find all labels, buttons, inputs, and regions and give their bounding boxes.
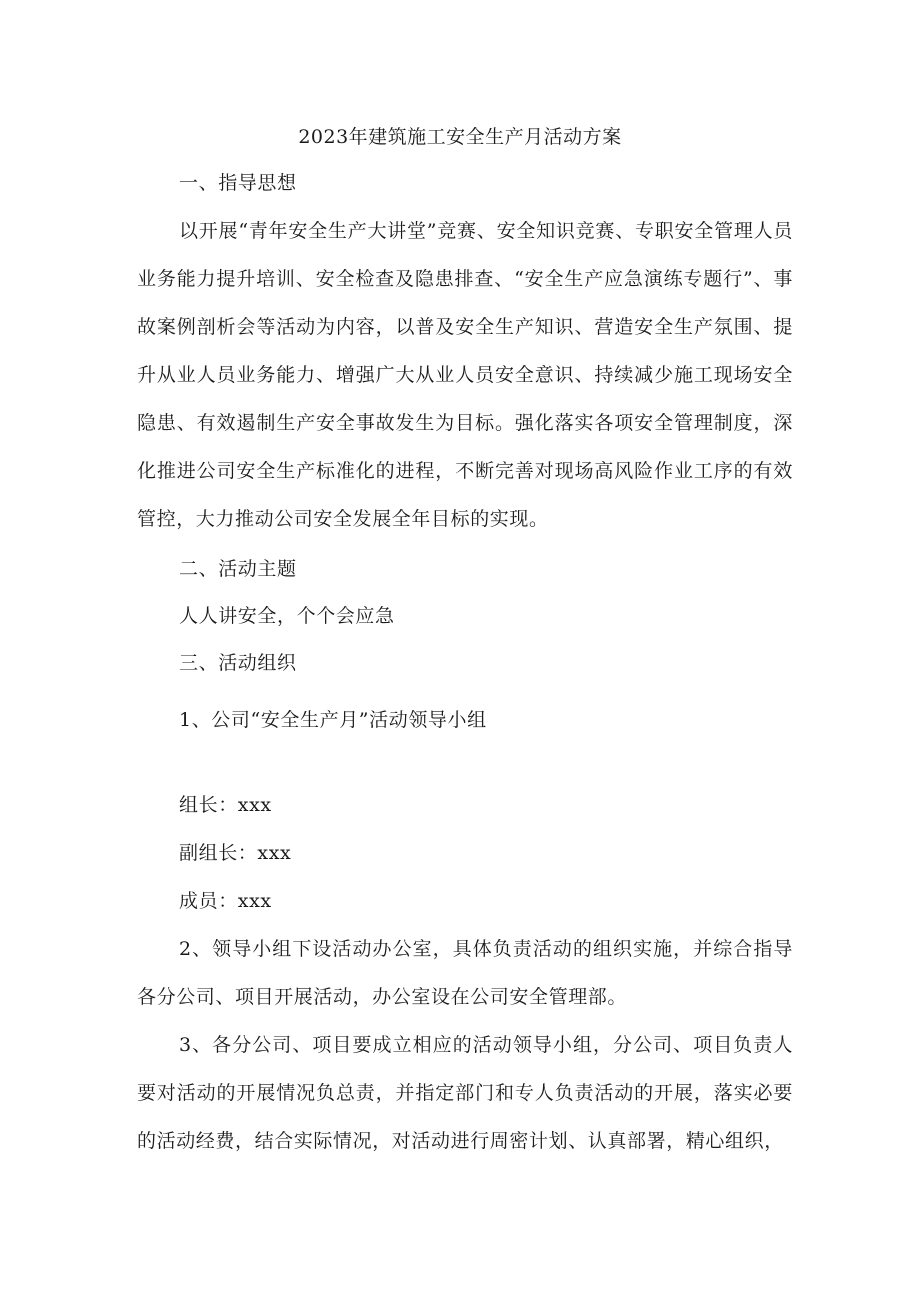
section2-heading: 二、活动主题 bbox=[179, 558, 297, 580]
group-deputy-leader: 副组长：xxx bbox=[179, 842, 292, 864]
section3-item-2: 2、领导小组下设活动办公室，具体负责活动的组织实施，并综合指导各分公司、项目开展活动，办公室设在公司安全管理部。 bbox=[137, 938, 793, 1008]
section1-heading: 一、指导思想 bbox=[179, 172, 297, 194]
group-members: 成员：xxx bbox=[179, 890, 272, 912]
section2-body: 人人讲安全，个个会应急 bbox=[179, 605, 395, 627]
section1-body: 以开展“青年安全生产大讲堂”竞赛、安全知识竞赛、专职安全管理人员业务能力提升培训、安全检查及隐患排查、“安全生产应急演练专题行”、事故案例剖析会等活动为内容，以普及安全生产知识、营造安全生产氛围、提升从业人员业务能力、增强广大从业人员安全意识、持续减少施工现场安全隐患、有效遏制生产安全事故发生为目标。强化落实各项安全管理制度，深化推进公司安全生产标准化的进程，不断完善对现场高风险作业工序的有效管控，大力推动公司安全发展全年目标的实现。 bbox=[137, 220, 793, 530]
section3-item-1: 1、公司“安全生产月”活动领导小组 bbox=[179, 709, 487, 731]
document-title: 2023年建筑施工安全生产月活动方案 bbox=[298, 126, 622, 148]
group-leader: 组长：xxx bbox=[179, 794, 272, 816]
section3-heading: 三、活动组织 bbox=[179, 652, 297, 674]
section3-item-3: 3、各分公司、项目要成立相应的活动领导小组，分公司、项目负责人要对活动的开展情况负总责，并指定部门和专人负责活动的开展，落实必要的活动经费，结合实际情况，对活动进行周密计划、认真部署，精心组织， bbox=[137, 1034, 793, 1152]
